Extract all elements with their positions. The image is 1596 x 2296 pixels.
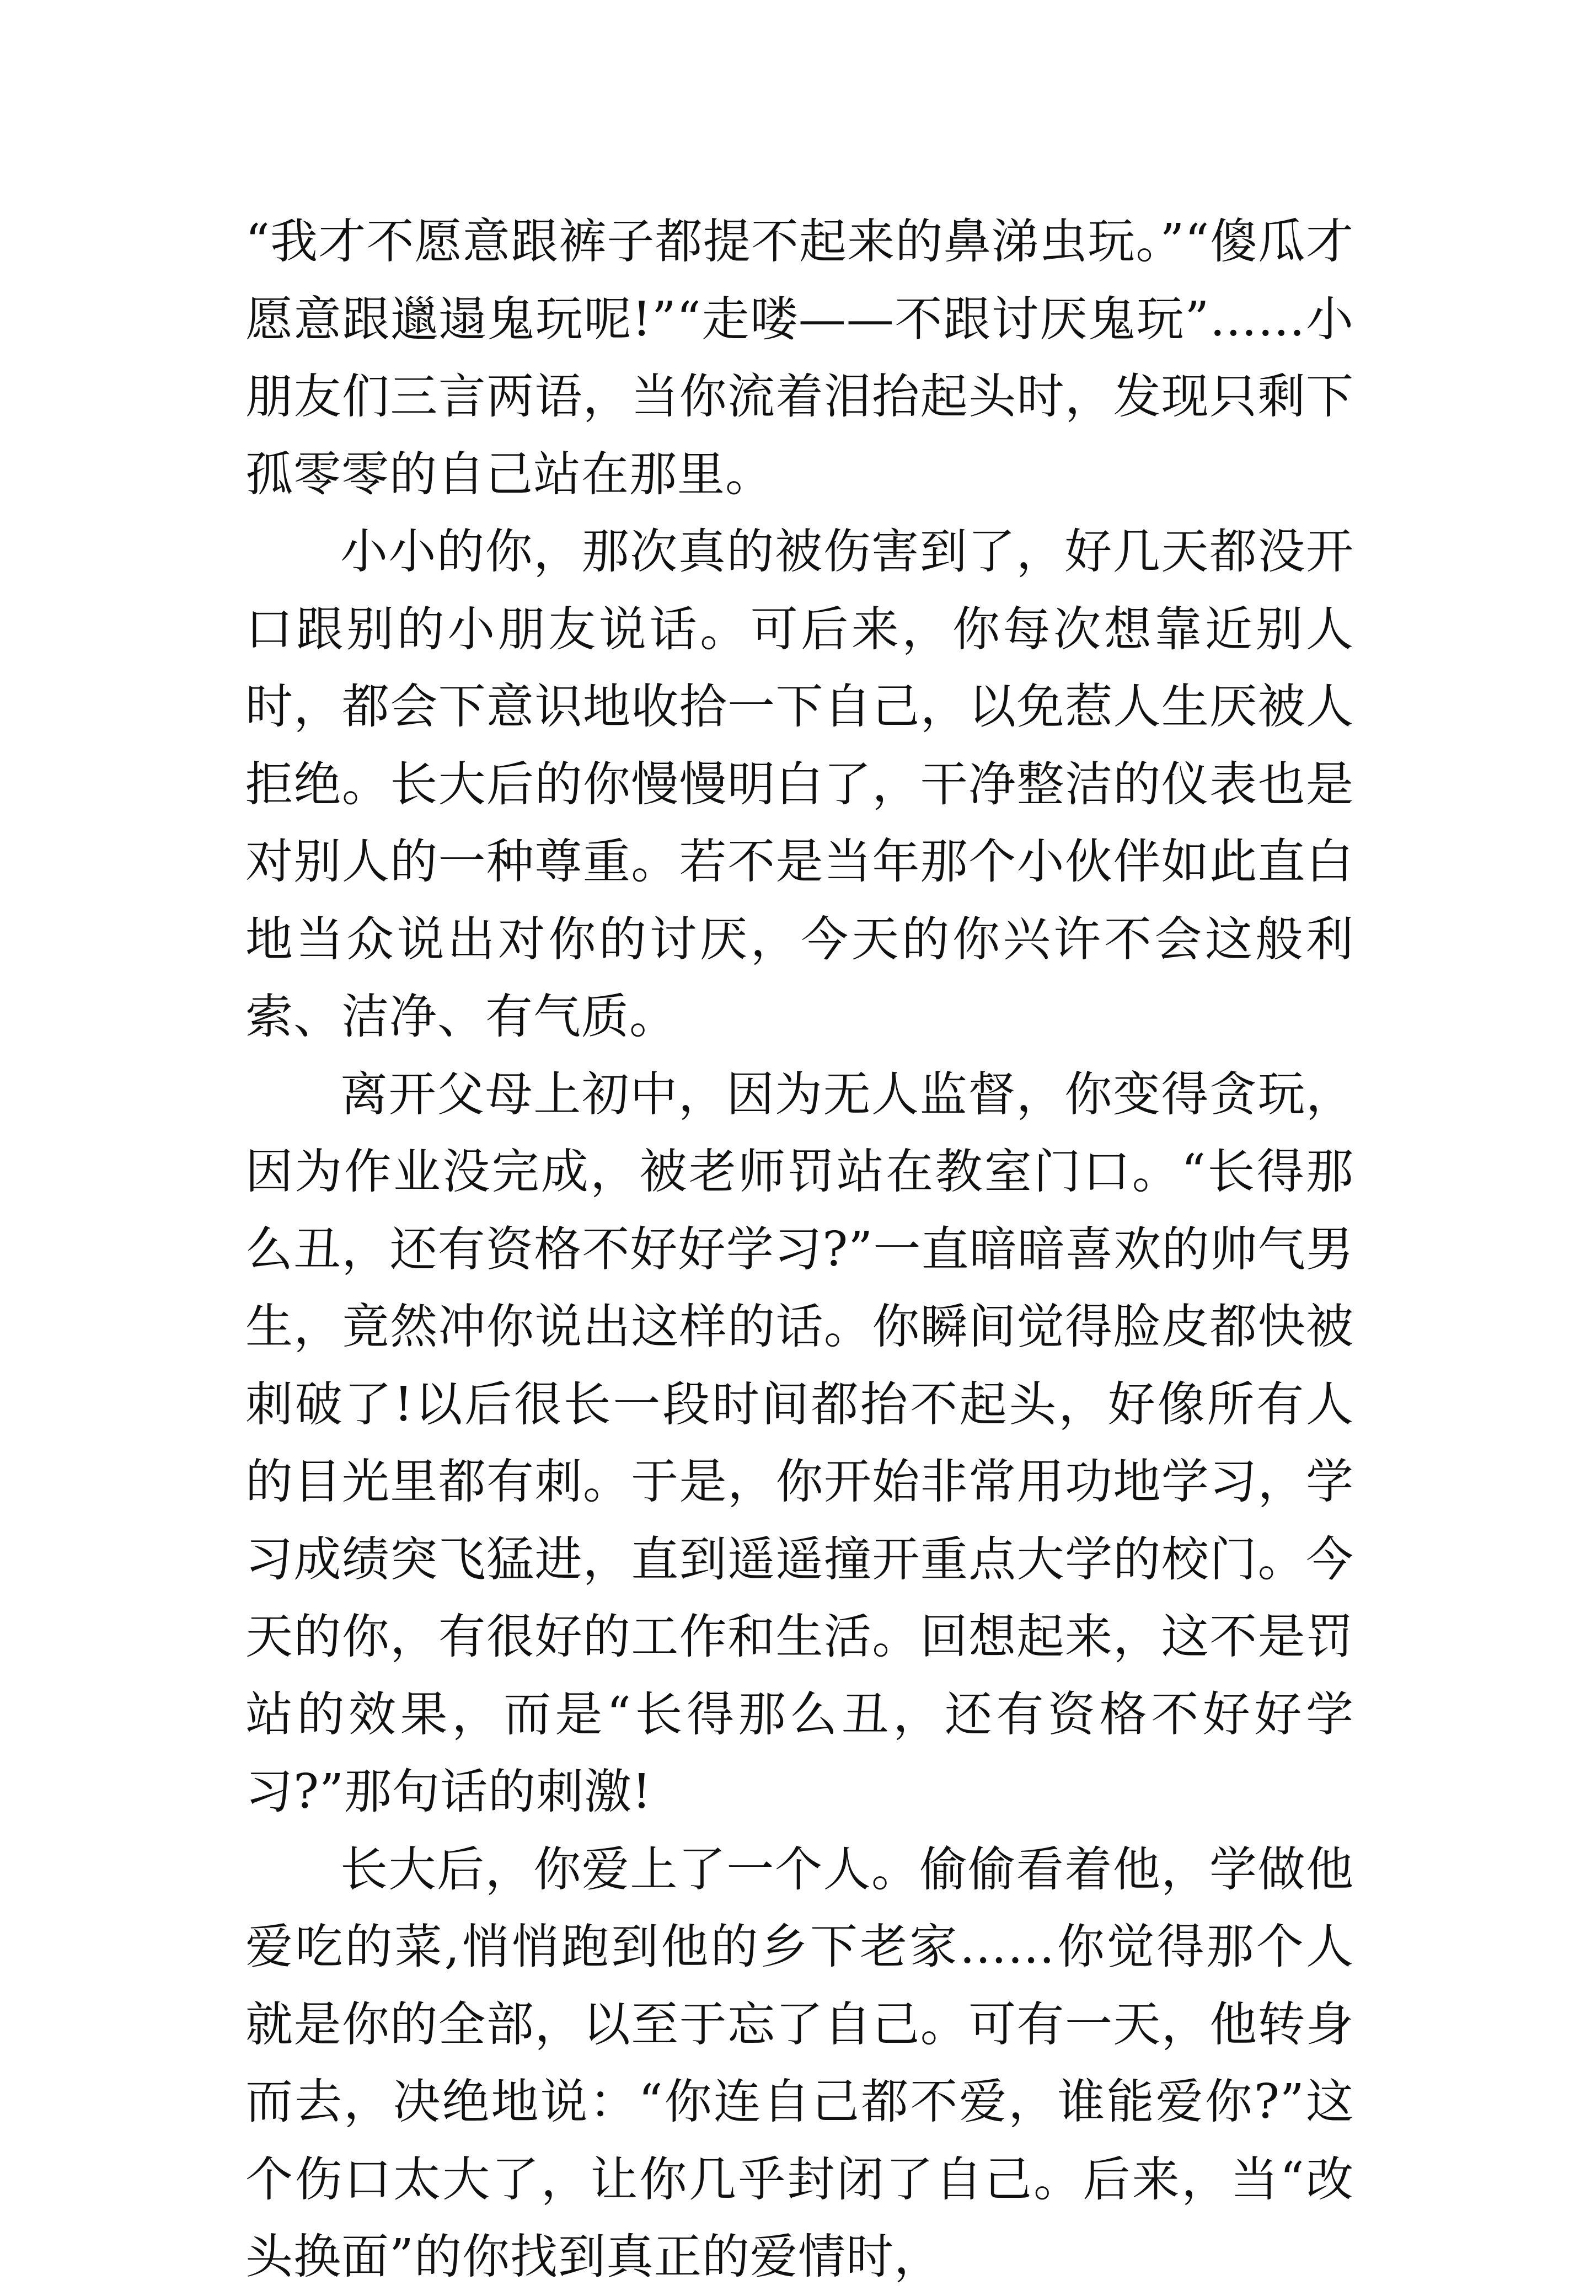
- paragraph-3: 离开父母上初中，因为无人监督，你变得贪玩，因为作业没完成，被老师罚站在教室门口。“长得那么丑，还有资格不好好学习?”一直暗暗喜欢的帅气男生，竟然冲你说出这样的话。你瞬间觉得脸皮都快被刺破了!以后很长一段时间都抬不起头，好像所有人的目光里都有刺。于是，你开始非常用功地学习，学习成绩突飞猛进，直到遥遥撞开重点大学的校门。今天的你，有很好的工作和生活。回想起来，这不是罚站的效果，而是“长得那么丑，还有资格不好好学习?”那句话的刺激!: [245, 1066, 1354, 1819]
- paragraph-1: “我才不愿意跟裤子都提不起来的鼻涕虫玩。”“傻瓜才愿意跟邋遢鬼玩呢!”“走喽——不跟讨厌鬼玩”……小朋友们三言两语，当你流着泪抬起头时，发现只剩下孤零零的自己站在那里。: [245, 214, 1354, 502]
- paragraph-4: 长大后，你爱上了一个人。偷偷看着他，学做他爱吃的菜,悄悄跑到他的乡下老家……你觉得那个人就是你的全部，以至于忘了自己。可有一天，他转身而去，决绝地说：“你连自己都不爱，谁能爱你?”这个伤口太大了，让你几乎封闭了自己。后来，当“改头换面”的你找到真正的爱情时，: [245, 1841, 1354, 2284]
- article-body: [245, 203, 1354, 2296]
- paragraph-2: 小小的你，那次真的被伤害到了，好几天都没开口跟别的小朋友说话。可后来，你每次想靠近别人时，都会下意识地收拾一下自己，以免惹人生厌被人拒绝。长大后的你慢慢明白了，干净整洁的仪表也是对别人的一种尊重。若不是当年那个小伙伴如此直白地当众说出对你的讨厌，今天的你兴许不会这般利索、洁净、有气质。: [245, 524, 1354, 1044]
